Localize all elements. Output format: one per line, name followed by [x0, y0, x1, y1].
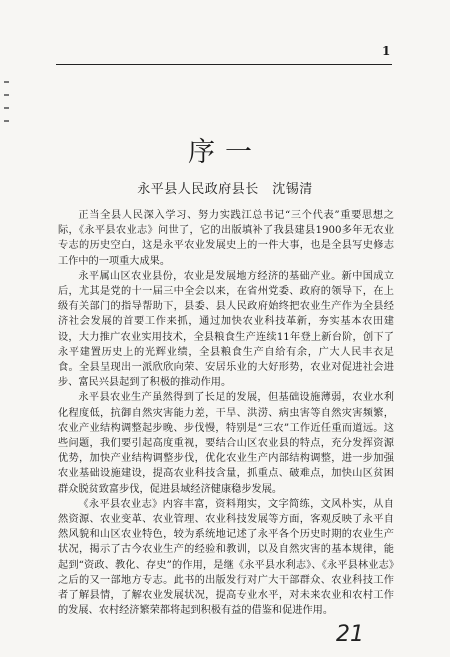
page-number: 1	[382, 44, 391, 58]
header-rule	[56, 64, 392, 65]
handwritten-page-mark: 21	[336, 622, 364, 647]
paragraph: 永平属山区农业县份，农业是发展地方经济的基础产业。新中国成立后，尤其是党的十一届三中全会以来，在省州党委、政府的领导下，在上级有关部门的指导帮助下，县委、县人民政府始终把农业生产作为全县经济社会发展的首要工作来抓，通过加快农业科技革新，夯实基本农田建设，大力推广农业实用技术，全县粮食生产连续11年登上新台阶，创下了永平建置历史上的光辉业绩，全县粮食生产自给有余，广大人民丰衣足食。全县呈现出一派欣欣向荣、安居乐业的大好形势，农业对促进社会进步、富民兴县起到了积极的推动作用。	[58, 270, 394, 389]
body-text	[58, 208, 394, 618]
paragraph: 《永平县农业志》内容丰富，资料翔实，文字简练，文风朴实，从自然资源、农业变革、农业管理、农业科技发展等方面，客观反映了永平自然风貌和山区农业特色，较为系统地记述了永平各个历史时期的农业生产状况，揭示了古今农业生产的经验和教训，以及自然灾害的基本规律，能起到“资政、教化、存史”的作用，是继《永平县水利志》、《永平县林业志》之后的又一部地方专志。此书的出版发行对广大干部群众、农业科技工作者了解县情，了解农业发展状况，提高专业水平，对未来农业和农村工作的发展、农村经济繁荣都将起到积极有益的借鉴和促进作用。	[58, 498, 394, 617]
paragraph: 永平县农业生产虽然得到了长足的发展，但基础设施薄弱，农业水利化程度低，抗御自然灾害能力差，干旱、洪涝、病虫害等自然灾害频繁，农业产业结构调整起步晚、步伐慢，特别是“三农”工作近任重而道远。这些问题，我们要引起高度重视，要结合山区农业县的特点，充分发挥资源优势，加快产业结构调整步伐，优化农业生产内部结构调整，进一步加强农业基础设施建设，提高农业科技含量，抓重点、破难点，加快山区贫困群众脱贫致富步伐，促进县域经济健康稳步发展。	[58, 392, 394, 495]
scan-edge-marks	[4, 70, 14, 133]
author-line: 永平县人民政府县长 沈锡清	[137, 182, 313, 197]
paragraph: 正当全县人民深入学习、努力实践江总书记“三个代表”重要思想之际，《永平县农业志》问世了，它的出版填补了我县建县1900多年无农业专志的历史空白，这是永平农业发展史上的一件大事，也是全县写史修志工作中的一项重大成果。	[58, 210, 394, 267]
page-title: 序一	[188, 137, 262, 168]
